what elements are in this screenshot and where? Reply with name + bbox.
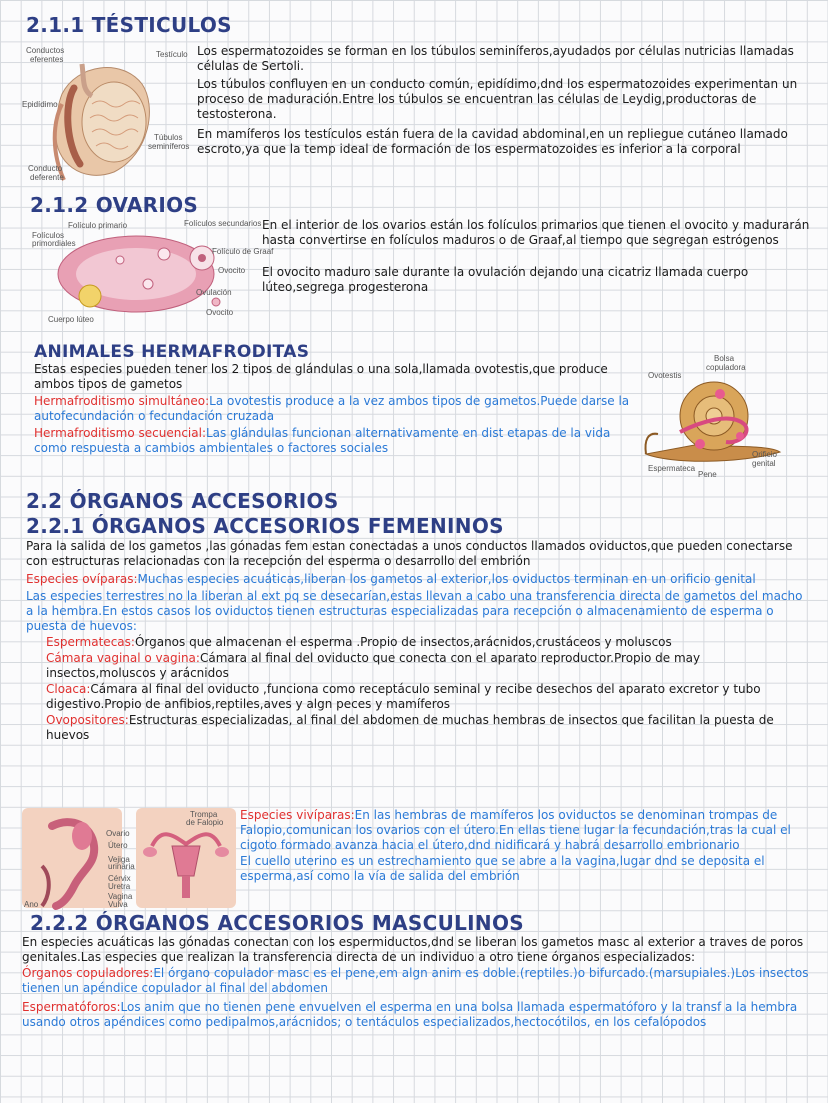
snail-diagram — [640, 352, 790, 482]
viviparas-term: Especies vivíparas: — [240, 808, 355, 822]
masculinos-text — [22, 935, 810, 1030]
label-cervix: Cérvix — [108, 874, 131, 883]
label-ovocito-2: Ovocito — [206, 308, 234, 317]
vagina-text: Cámara al final del oviducto que conecta con el aparato reproductor.Propio de may insectos,moluscos y arácnidos — [46, 651, 701, 680]
label-conducto: Conducto — [28, 164, 63, 173]
espermatoforos-text: Los anim que no tienen pene envuelven el esperma en una bolsa llamada espermatóforo y la transf a la hembra usando otros apéndices como pedipalmos,arácnidos; o tentáculos especializados,hectocótilos, en los cefalópodos — [22, 1000, 798, 1029]
label-testiculo: Testículo — [156, 50, 188, 59]
label-foliculos-secundarios: Folículos secundarios — [184, 219, 262, 228]
ovarios-text — [262, 218, 812, 295]
testicle-diagram — [22, 44, 194, 184]
label-ovulacion: Ovulación — [196, 288, 232, 297]
ovary-diagram — [30, 218, 274, 328]
testiculos-text — [197, 44, 807, 157]
hermafroditismo-simultaneo-text: La ovotestis produce a la vez ambos tipos de gametos.Puede darse la autofecundación o fecundación cruzada — [34, 394, 630, 423]
cloaca-text: Cámara al final del oviducto ,funciona como receptáculo seminal y recibe desechos del aparato excretor y tubo digestivo.Propio de anfibios,reptiles,aves y algn peces y mamíferos — [46, 682, 761, 711]
label-utero: Útero — [108, 841, 128, 850]
label-conductos: Conductos — [26, 46, 65, 55]
femeninos-intro: Para la salida de los gametos ,las gónadas fem estan conectadas a unos conductos llamados oviductos,que pueden conectarse con estructuras relacionadas con la recepción del esperma o desarrollo del embrión — [26, 539, 793, 568]
section-title-testiculos: 2.1.1 TÉSTICULOS — [26, 13, 232, 37]
espermatecas-term: Espermatecas: — [46, 635, 135, 649]
masculinos-intro: En especies acuáticas las gónadas conectan con los espermiductos,dnd se liberan los gametos masc al exterior a traves de poros genitales.Las especies que realizan la transferencia directa de un individuo a otro tiene órganos especializados: — [22, 935, 804, 964]
section-title-organos-accesorios: 2.2 ÓRGANOS ACCESORIOS — [26, 489, 339, 513]
section-title-masculinos: 2.2.2 ÓRGANOS ACCESORIOS MASCULINOS — [30, 911, 524, 935]
label-falopio: de Falopio — [186, 818, 224, 827]
label-bolsa: Bolsa — [714, 354, 735, 363]
label-ovario: Ovario — [106, 829, 130, 838]
vagina-term: Cámara vaginal o vagina: — [46, 651, 200, 665]
ovopositores-term: Ovopositores: — [46, 713, 129, 727]
label-eferentes: eferentes — [30, 55, 64, 64]
label-pene: Pene — [698, 470, 717, 479]
viviparas-p: En las hembras de mamíferos los oviductos se denominan trompas de Falopio,comunican los ovarios con el útero.En ellas tiene lugar la fecundación,tras la cual el cigoto formado avanza hacia el útero,dnd nidificará y habrá desarrollo embrionario — [240, 808, 791, 852]
femeninos-text — [26, 539, 808, 743]
ovopositores-text: Estructuras especializadas, al final del abdomen de muchas hembras de insectos que facilitan la puesta de huevos — [46, 713, 774, 742]
testiculos-p1: Los espermatozoides se forman en los túbulos seminíferos,ayudados por células nutricias llamadas células de Sertoli. — [197, 44, 794, 73]
cloaca-term: Cloaca: — [46, 682, 91, 696]
hermafroditismo-simultaneo-term: Hermafroditismo simultáneo: — [34, 394, 210, 408]
hermafroditismo-secuencial-term: Hermafroditismo secuencial: — [34, 426, 206, 440]
oviparas-text: Muchas especies acuáticas,liberan los gametos al exterior,los oviductos terminan en un orificio genital — [137, 572, 756, 586]
label-foliculos: Folículos — [32, 231, 65, 240]
copuladores-text: El órgano copulador masc es el pene,em algn anim es doble.(reptiles.)o bifurcado.(marsupiales.)Los insectos tienen un apéndice copulador al final del abdomen — [22, 966, 809, 995]
espermatoforos-term: Espermatóforos: — [22, 1000, 121, 1014]
section-title-ovarios: 2.1.2 OVARIOS — [30, 193, 199, 217]
hermafroditas-text — [34, 362, 634, 456]
label-vejiga: Vejiga — [108, 855, 130, 864]
label-uretra: Uretra — [108, 882, 131, 891]
label-foliculo-primario: Folículo primario — [68, 221, 128, 230]
label-genital: genital — [752, 459, 776, 468]
section-title-femeninos: 2.2.1 ÓRGANOS ACCESORIOS FEMENINOS — [26, 514, 504, 538]
hermafroditismo-secuencial-text: Las glándulas funcionan alternativamente en dist etapas de la vida como respuesta a cambios ambientales o factores sociales — [34, 426, 611, 455]
label-espermateca: Espermateca — [648, 464, 696, 473]
estructuras-list — [26, 635, 808, 743]
label-copuladora: copuladora — [706, 363, 746, 372]
label-trompa: Trompa — [190, 810, 218, 819]
label-ano: Ano — [24, 900, 39, 909]
ovarios-p2: El ovocito maduro sale durante la ovulación dejando una cicatriz llamada cuerpo lúteo,segrega progesterona — [262, 265, 749, 294]
testiculos-p2: Los túbulos confluyen en un conducto común, epidídimo,dnd los espermatozoides experimentan un proceso de maduración.Entre los túbulos se encuentran las células de Leydig,productoras de testosterona. — [197, 77, 798, 121]
label-tubulos: Túbulos — [154, 133, 183, 142]
label-ovocito: Ovocito — [218, 266, 246, 275]
female-reproductive-diagram — [22, 806, 236, 910]
terrestres-text: Las especies terrestres no la liberan al ext pq se desecarían,estas llevan a cabo una transferencia directa de gametos del macho a la hembra.En estos casos los oviductos tienen estructuras especializadas para recepción o almacenamiento de esperma o puesta de huevos: — [26, 589, 803, 633]
copuladores-term: Órganos copuladores: — [22, 966, 154, 980]
ovarios-p1: En el interior de los ovarios están los folículos primarios que tienen el ovocito y madurarán hasta convertirse en folículos maduros o de Graaf,al tiempo que segregan estrógenos — [262, 218, 810, 247]
label-orificio: Orificio — [752, 450, 777, 459]
label-vulva: Vulva — [108, 900, 128, 909]
label-vagina: Vagina — [108, 892, 133, 901]
viviparas-text — [240, 808, 810, 884]
label-epididimo: Epidídimo — [22, 100, 58, 109]
testiculos-p3: En mamíferos los testículos están fuera de la cavidad abdominal,en un repliegue cutáneo llamado escroto,ya que la temp ideal de formación de los espermatozoides es inferior a la corporal — [197, 127, 788, 156]
label-ovotestis: Ovotestis — [648, 371, 682, 380]
label-cuerpo-luteo: Cuerpo lúteo — [48, 315, 94, 324]
espermatecas-text: Órganos que almacenan el esperma .Propio de insectos,arácnidos,crustáceos y moluscos — [134, 635, 672, 649]
oviparas-term: Especies ovíparas: — [26, 572, 138, 586]
label-seminiferos: seminíferos — [148, 142, 190, 151]
label-urinaria: urinaria — [108, 862, 135, 871]
label-primordiales: primordiales — [32, 239, 76, 248]
section-title-hermafroditas: ANIMALES HERMAFRODITAS — [34, 342, 310, 362]
label-graaf: Folículo de Graaf — [212, 247, 274, 256]
cuello-uterino-text: El cuello uterino es un estrechamiento que se abre a la vagina,lugar dnd se deposita el esperma,así como la vía de salida del embrión — [240, 854, 765, 883]
hermafroditas-p1: Estas especies pueden tener los 2 tipos de glándulas o una sola,llamada ovotestis,que produce ambos tipos de gametos — [34, 362, 608, 391]
label-deferente: deferente — [30, 173, 64, 182]
